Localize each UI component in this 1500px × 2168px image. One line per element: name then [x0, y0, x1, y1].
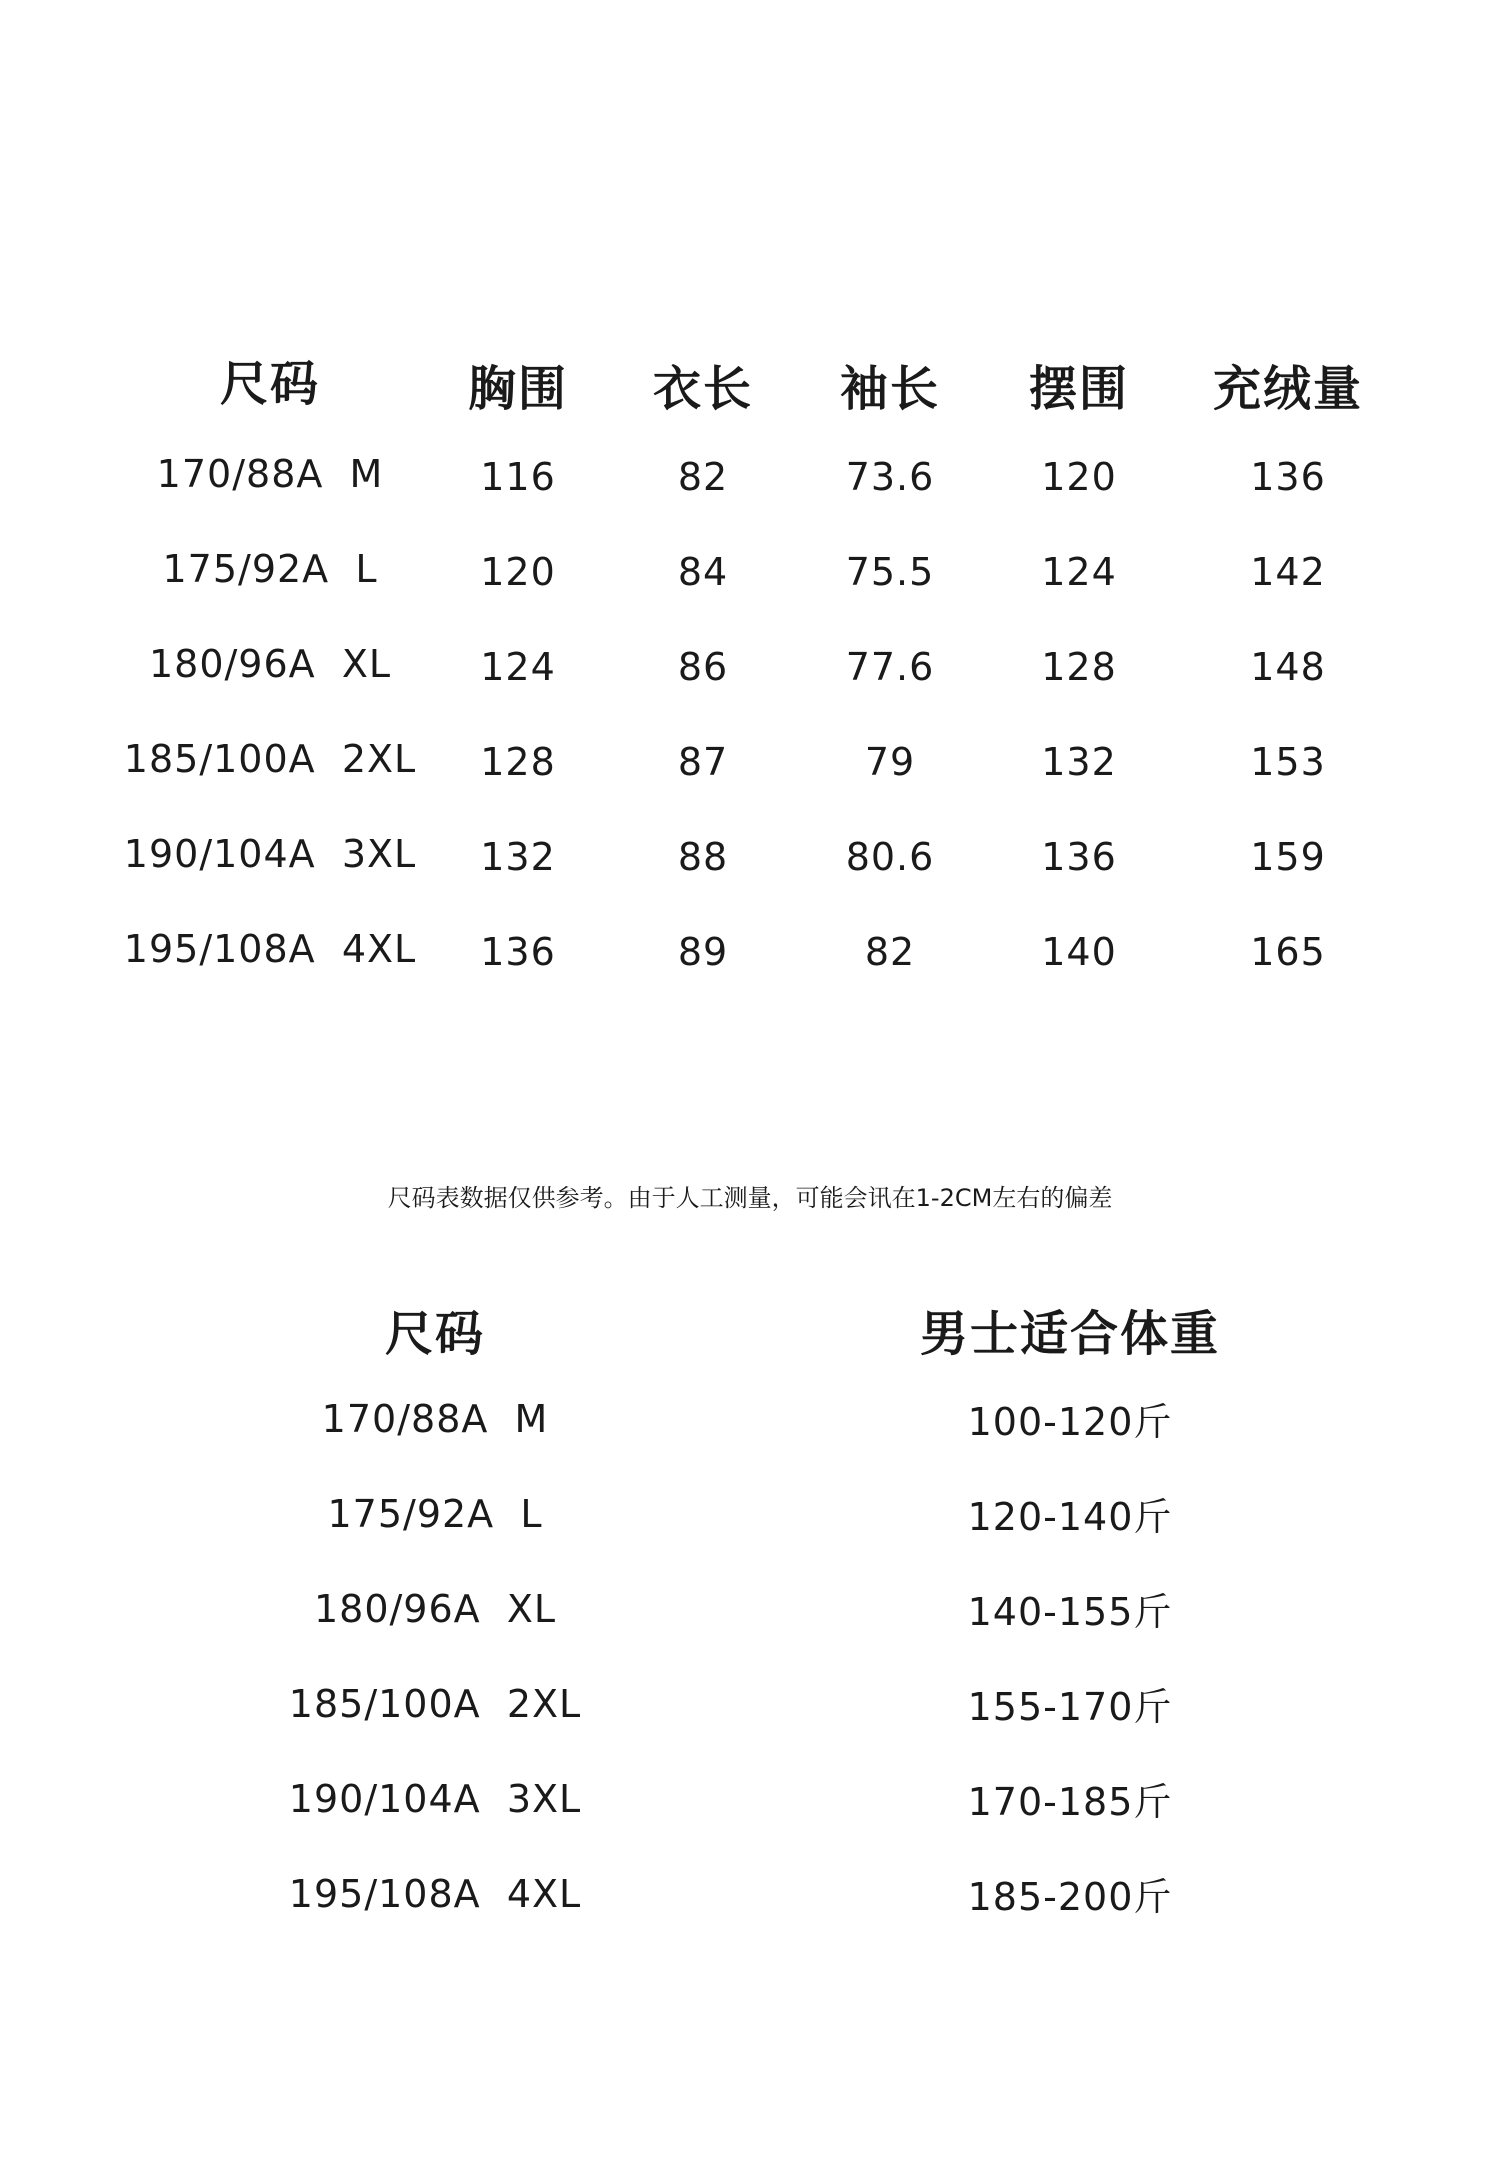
table-row-sleeve: 77.6 [845, 645, 935, 689]
table-row-chest: 124 [480, 645, 556, 689]
table-row-length: 84 [677, 550, 729, 594]
size-table-header-sleeve: 袖长 [839, 361, 941, 417]
table-row-sleeve: 80.6 [845, 835, 935, 879]
table-row-hem: 132 [1041, 740, 1117, 784]
table-row-hem: 124 [1041, 550, 1117, 594]
table-row-down-fill: 148 [1250, 645, 1326, 689]
table-row-size: 180/96A XL [148, 642, 392, 686]
table-row-chest: 132 [480, 835, 556, 879]
table-row-down-fill: 136 [1250, 455, 1326, 499]
table-row-weight: 100-120斤 [967, 1400, 1173, 1444]
table-row-size: 175/92A L [162, 547, 378, 591]
table-row-weight: 155-170斤 [967, 1685, 1173, 1729]
table-row-size: 195/108A 4XL [288, 1872, 582, 1916]
table-row-down-fill: 165 [1250, 930, 1326, 974]
table-row-hem: 128 [1041, 645, 1117, 689]
table-row-size: 185/100A 2XL [288, 1682, 582, 1726]
table-row-length: 88 [677, 835, 729, 879]
table-row-size: 190/104A 3XL [288, 1777, 582, 1821]
table-row-sleeve: 73.6 [845, 455, 935, 499]
table-row-length: 82 [677, 455, 729, 499]
table-row-hem: 140 [1041, 930, 1117, 974]
weight-table-header-size: 尺码 [384, 1306, 486, 1362]
table-row-weight: 170-185斤 [967, 1780, 1173, 1824]
size-table-header-chest: 胸围 [467, 361, 569, 417]
table-row-down-fill: 142 [1250, 550, 1326, 594]
table-row-weight: 140-155斤 [967, 1590, 1173, 1634]
table-row-hem: 120 [1041, 455, 1117, 499]
table-row-sleeve: 79 [864, 740, 916, 784]
size-table-header-hem: 摆围 [1028, 361, 1130, 417]
table-row-hem: 136 [1041, 835, 1117, 879]
table-row-chest: 136 [480, 930, 556, 974]
table-row-sleeve: 82 [864, 930, 916, 974]
table-row-size: 175/92A L [327, 1492, 543, 1536]
table-row-size: 170/88A M [156, 452, 384, 496]
table-row-chest: 128 [480, 740, 556, 784]
size-table-header-size: 尺码 [219, 356, 321, 412]
table-row-chest: 116 [480, 455, 556, 499]
table-row-size: 180/96A XL [313, 1587, 557, 1631]
table-row-size: 170/88A M [321, 1397, 549, 1441]
table-row-sleeve: 75.5 [845, 550, 935, 594]
measurement-note: 尺码表数据仅供参考。由于人工测量，可能会讯在1-2CM左右的偏差 [387, 1184, 1113, 1212]
table-row-down-fill: 159 [1250, 835, 1326, 879]
weight-table-header-weight: 男士适合体重 [919, 1306, 1221, 1362]
size-table-header-down-fill: 充绒量 [1212, 361, 1364, 417]
table-row-length: 87 [677, 740, 729, 784]
size-table-header-length: 衣长 [652, 361, 754, 417]
table-row-down-fill: 153 [1250, 740, 1326, 784]
table-row-weight: 120-140斤 [967, 1495, 1173, 1539]
table-row-size: 190/104A 3XL [123, 832, 417, 876]
table-row-weight: 185-200斤 [967, 1875, 1173, 1919]
table-row-size: 185/100A 2XL [123, 737, 417, 781]
table-row-chest: 120 [480, 550, 556, 594]
table-row-length: 86 [677, 645, 729, 689]
table-row-size: 195/108A 4XL [123, 927, 417, 971]
table-row-length: 89 [677, 930, 729, 974]
